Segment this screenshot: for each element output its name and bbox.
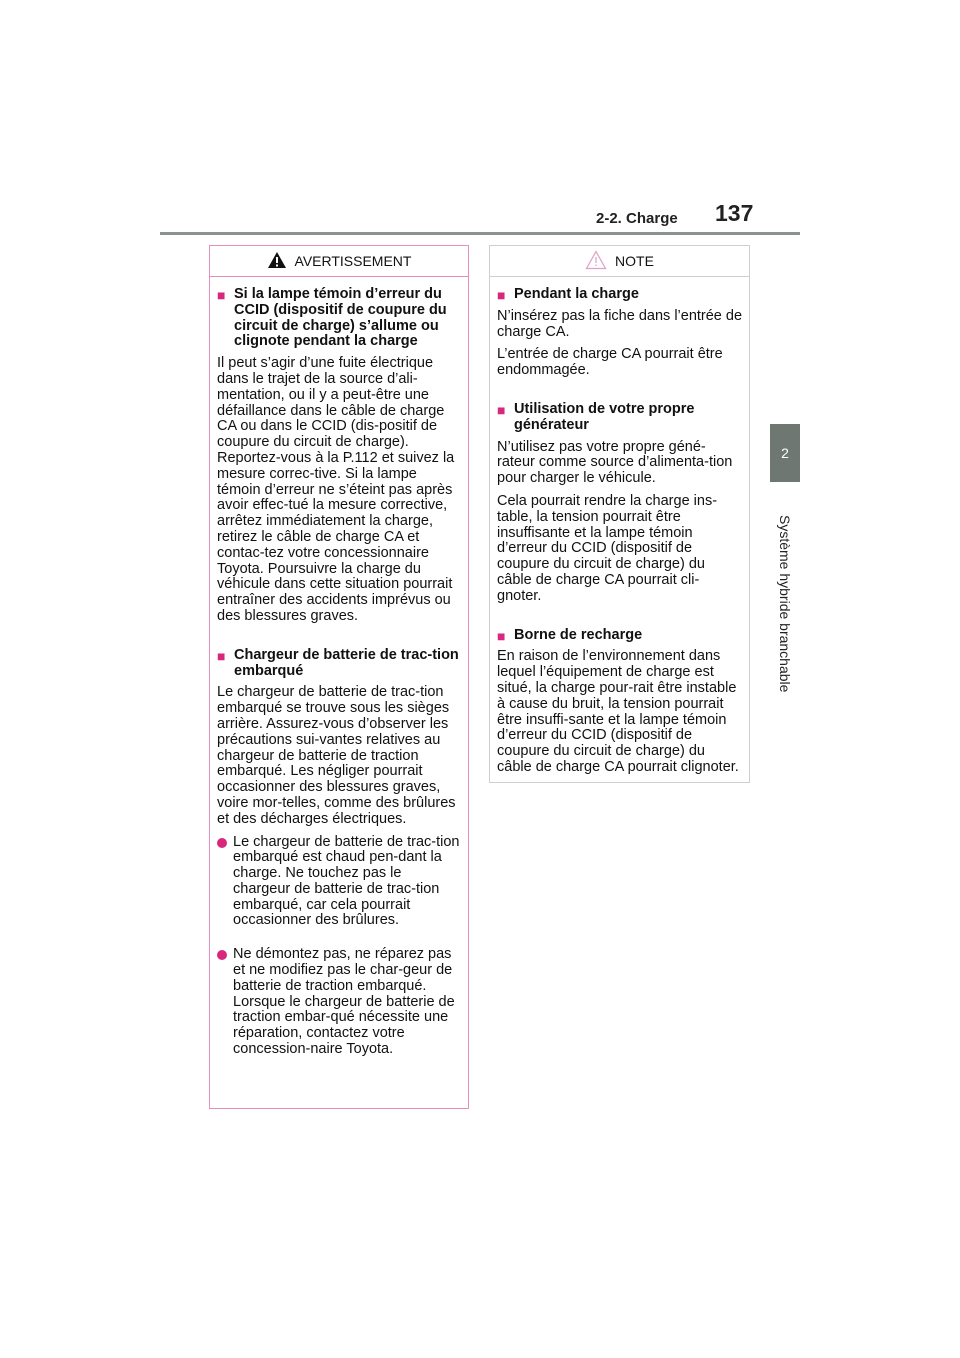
square-bullet-icon: ■ <box>497 287 506 303</box>
list-item: Ne démontez pas, ne réparez pas et ne modifiez pas le char-geur de batterie de traction embarqué. Lorsque le chargeur de batterie de traction embar-qué nécessite une réparation, contactez votre concession-naire Toyota. <box>217 947 462 1058</box>
square-bullet-icon: ■ <box>217 287 226 303</box>
note-subheading: ■ Borne de recharge <box>497 626 643 644</box>
page-number: 137 <box>715 200 754 226</box>
warning-subheading: ■ Si la lampe témoin d’erreur du CCID (dispositif de coupure du circuit de charge) s’allume ou clignote pendant la charge <box>217 286 447 350</box>
note-subheading: ■ Pendant la charge <box>497 286 639 303</box>
bullet-dot-icon <box>217 838 227 848</box>
note-paragraph: Cela pourrait rendre la charge ins-table, la tension pourrait être insuffisante et la lampe témoin d’erreur du CCID (dispositif de coupure du circuit de charge) du câble de charge CA pourrait cli-gnoter. <box>497 492 718 604</box>
list-item: Le chargeur de batterie de trac-tion embarqué est chaud pen-dant la charge. Ne touchez pas le chargeur de batterie de trac-tion embarqué, car cela pourrait occasionner des brûlures. <box>217 835 462 930</box>
note-title: NOTE <box>615 253 654 269</box>
note-box <box>489 245 750 783</box>
header-divider <box>160 232 800 235</box>
section-title: 2-2. Charge <box>596 210 678 227</box>
warning-subheading: ■ Chargeur de batterie de trac-tion embarqué <box>217 646 459 679</box>
note-header <box>490 246 749 277</box>
note-subheading: ■ Utilisation de votre propre générateur <box>497 400 695 433</box>
square-bullet-icon: ■ <box>217 647 226 664</box>
chapter-title: Système hybride branchable <box>777 515 793 693</box>
note-paragraph: En raison de l’environnement dans lequel l’équipement de charge est situé, la charge pour-rait être instable à cause du bruit, la tension pourrait être insuffi-sante et la lampe témoin d’erreur du CCID (dispositif de coupure du circuit de charge) du câble de charge CA pourrait clignoter. <box>497 648 739 775</box>
caution-triangle-outline-icon <box>585 250 607 273</box>
warning-box <box>209 245 469 1109</box>
warning-header <box>210 246 468 277</box>
note-paragraph: N’utilisez pas votre propre géné-rateur comme source d’alimenta-tion pour charger le véhicule. <box>497 438 733 487</box>
chapter-tab: 2 <box>770 424 800 482</box>
warning-triangle-icon <box>267 251 287 272</box>
square-bullet-icon: ■ <box>497 401 506 418</box>
warning-paragraph: Il peut s’agir d’une fuite électrique dans le trajet de la source d’ali-mentation, ou il y a peut-être une défaillance dans le câble de charge CA ou dans le CCID (dis-positif de coupure du circuit de charge). Reportez-vous à la P.112 et suivez la mesure correc-tive. Si la lampe témoin d’erreur ne s’éteint pas après avoir effec-tué la mesure corrective, arrêtez immédiatement la charge, retirez le câble de charge CA et contac-tez votre concessionnaire Toyota. Poursuivre la charge du véhicule dans cette situation pourrait entraîner des accidents imprévus ou des blessures graves. <box>217 355 455 624</box>
note-paragraph: L’entrée de charge CA pourrait être endommagée. <box>497 346 723 379</box>
note-paragraph: N’insérez pas la fiche dans l’entrée de charge CA. <box>497 307 743 340</box>
warning-paragraph: Le chargeur de batterie de trac-tion embarqué se trouve sous les sièges arrière. Assurez-vous d’observer les précautions sui-vantes relatives au chargeur de batterie de traction embarqué. Les négliger pourrait occasionner des blessures graves, voire mor-telles, comme des brûlures et des décharges électriques. <box>217 684 456 827</box>
square-bullet-icon: ■ <box>497 627 506 644</box>
bullet-dot-icon <box>217 950 227 960</box>
warning-title: AVERTISSEMENT <box>294 253 412 269</box>
